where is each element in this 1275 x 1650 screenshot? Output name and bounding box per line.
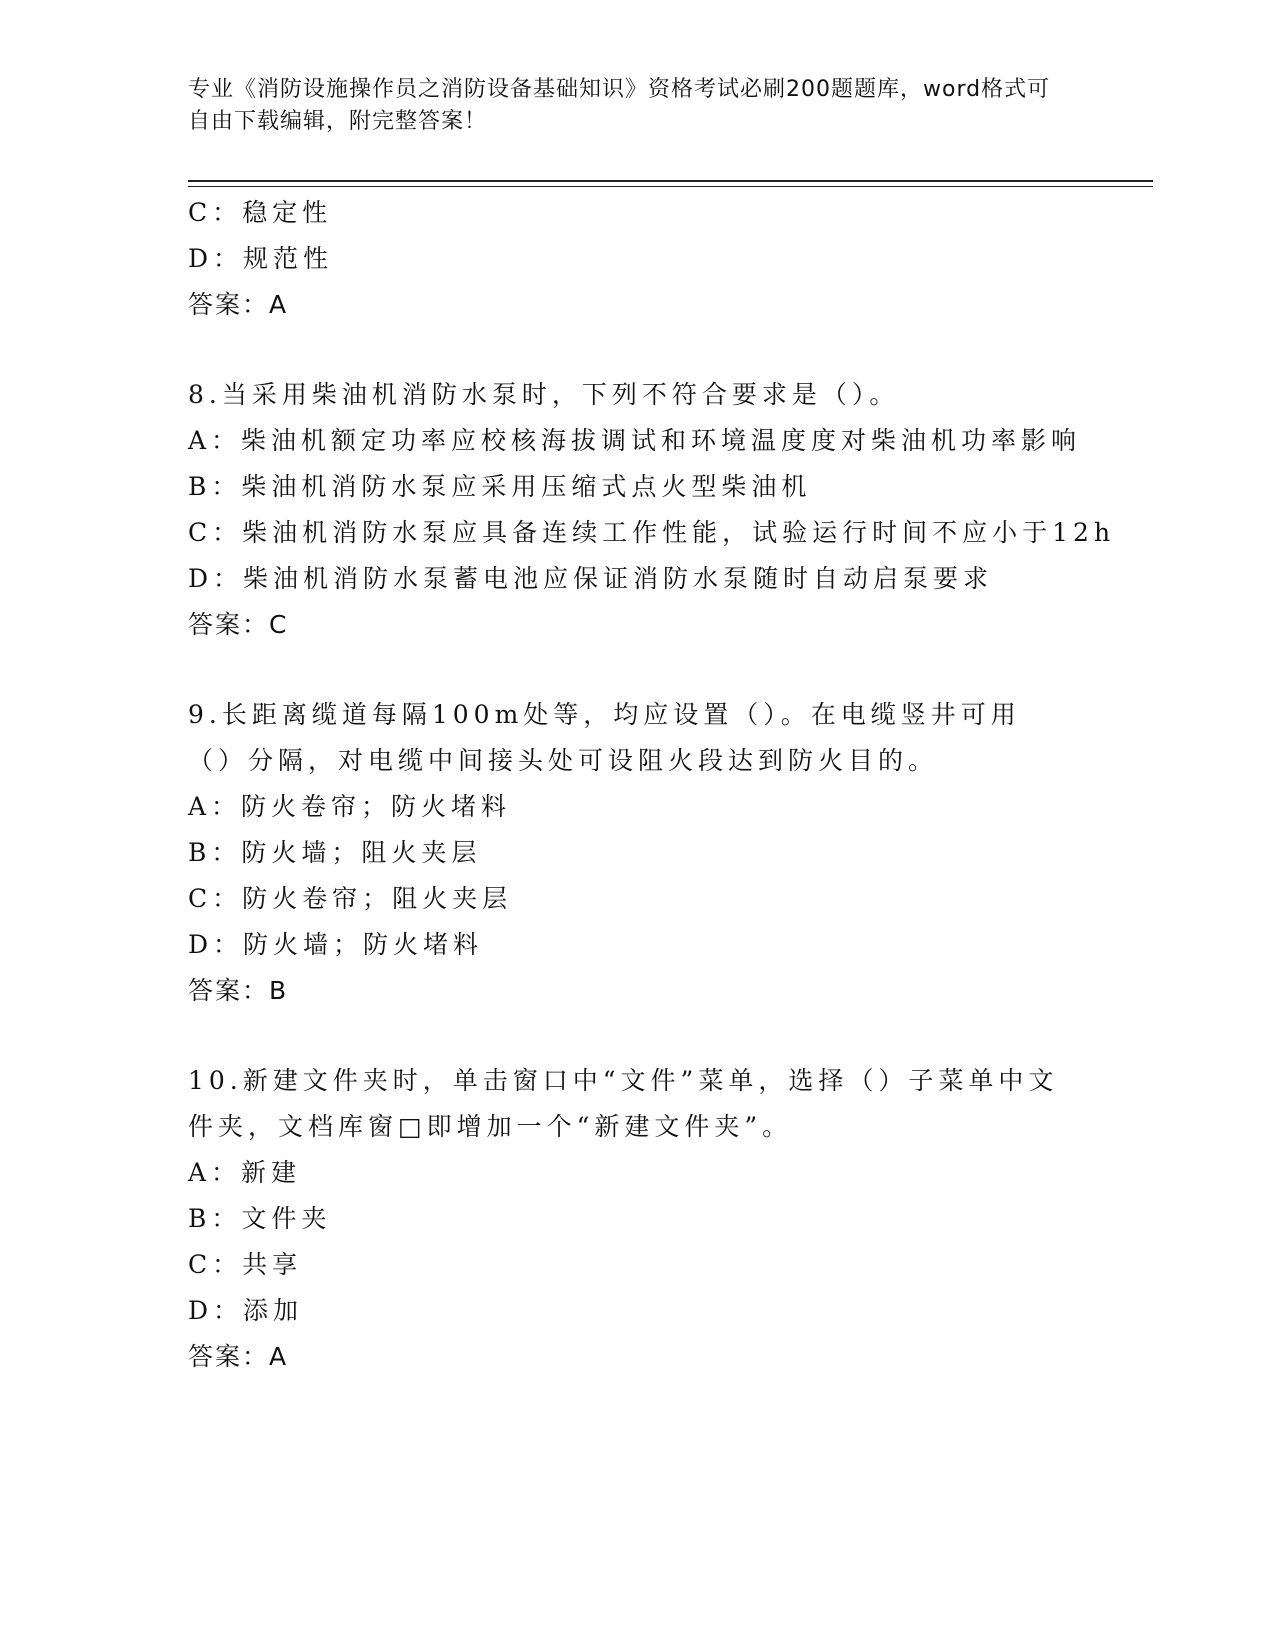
question-text: 10.新建文件夹时，单击窗口中“文件”菜单，选择（）子菜单中文件夹，文档库窗□即增加一个“新建文件夹”。 — [188, 1066, 1059, 1141]
option-a: A：防火卷帘；防火堵料 — [188, 792, 512, 821]
option-d: D：防火墙；防火堵料 — [188, 930, 484, 959]
answer-line: 答案：C — [188, 610, 289, 639]
option-a: A：新建 — [188, 1158, 302, 1187]
option-c: C：稳定性 — [188, 198, 333, 227]
answer-line: 答案：A — [188, 1342, 289, 1371]
option-c: C：柴油机消防水泵应具备连续工作性能，试验运行时间不应小于12h — [188, 518, 1116, 547]
option-c: C：防火卷帘；阻火夹层 — [188, 884, 513, 913]
question-block — [188, 372, 1116, 648]
answer-line: 答案：A — [188, 290, 289, 319]
option-c: C：共享 — [188, 1250, 303, 1279]
option-b: B：柴油机消防水泵应采用压缩式点火型柴油机 — [188, 472, 812, 501]
option-d: D：规范性 — [188, 244, 334, 273]
page-header: 专业《消防设施操作员之消防设备基础知识》资格考试必刷200题题库，word格式可自由下载编辑，附完整答案！ — [188, 77, 1051, 134]
option-d: D：柴油机消防水泵蓄电池应保证消防水泵随时自动启泵要求 — [188, 564, 994, 593]
option-a: A：柴油机额定功率应校核海拔调试和环境温度度对柴油机功率影响 — [188, 426, 1082, 455]
header-divider-thin — [188, 186, 1153, 187]
header-divider-thick — [188, 180, 1153, 182]
prev-question-block — [188, 190, 1088, 328]
answer-line: 答案：B — [188, 976, 289, 1005]
question-block — [188, 692, 1088, 1014]
question-list — [188, 190, 1116, 1380]
option-b: B：防火墙；阻火夹层 — [188, 838, 482, 867]
question-text: 8.当采用柴油机消防水泵时，下列不符合要求是（）。 — [188, 380, 900, 409]
option-b: B：文件夹 — [188, 1204, 332, 1233]
question-block — [188, 1058, 1088, 1380]
option-d: D：添加 — [188, 1296, 304, 1325]
question-text: 9.长距离缆道每隔100m处等，均应设置（）。在电缆竖井可用（）分隔，对电缆中间接头处可设阻火段达到防火目的。 — [188, 700, 1021, 775]
